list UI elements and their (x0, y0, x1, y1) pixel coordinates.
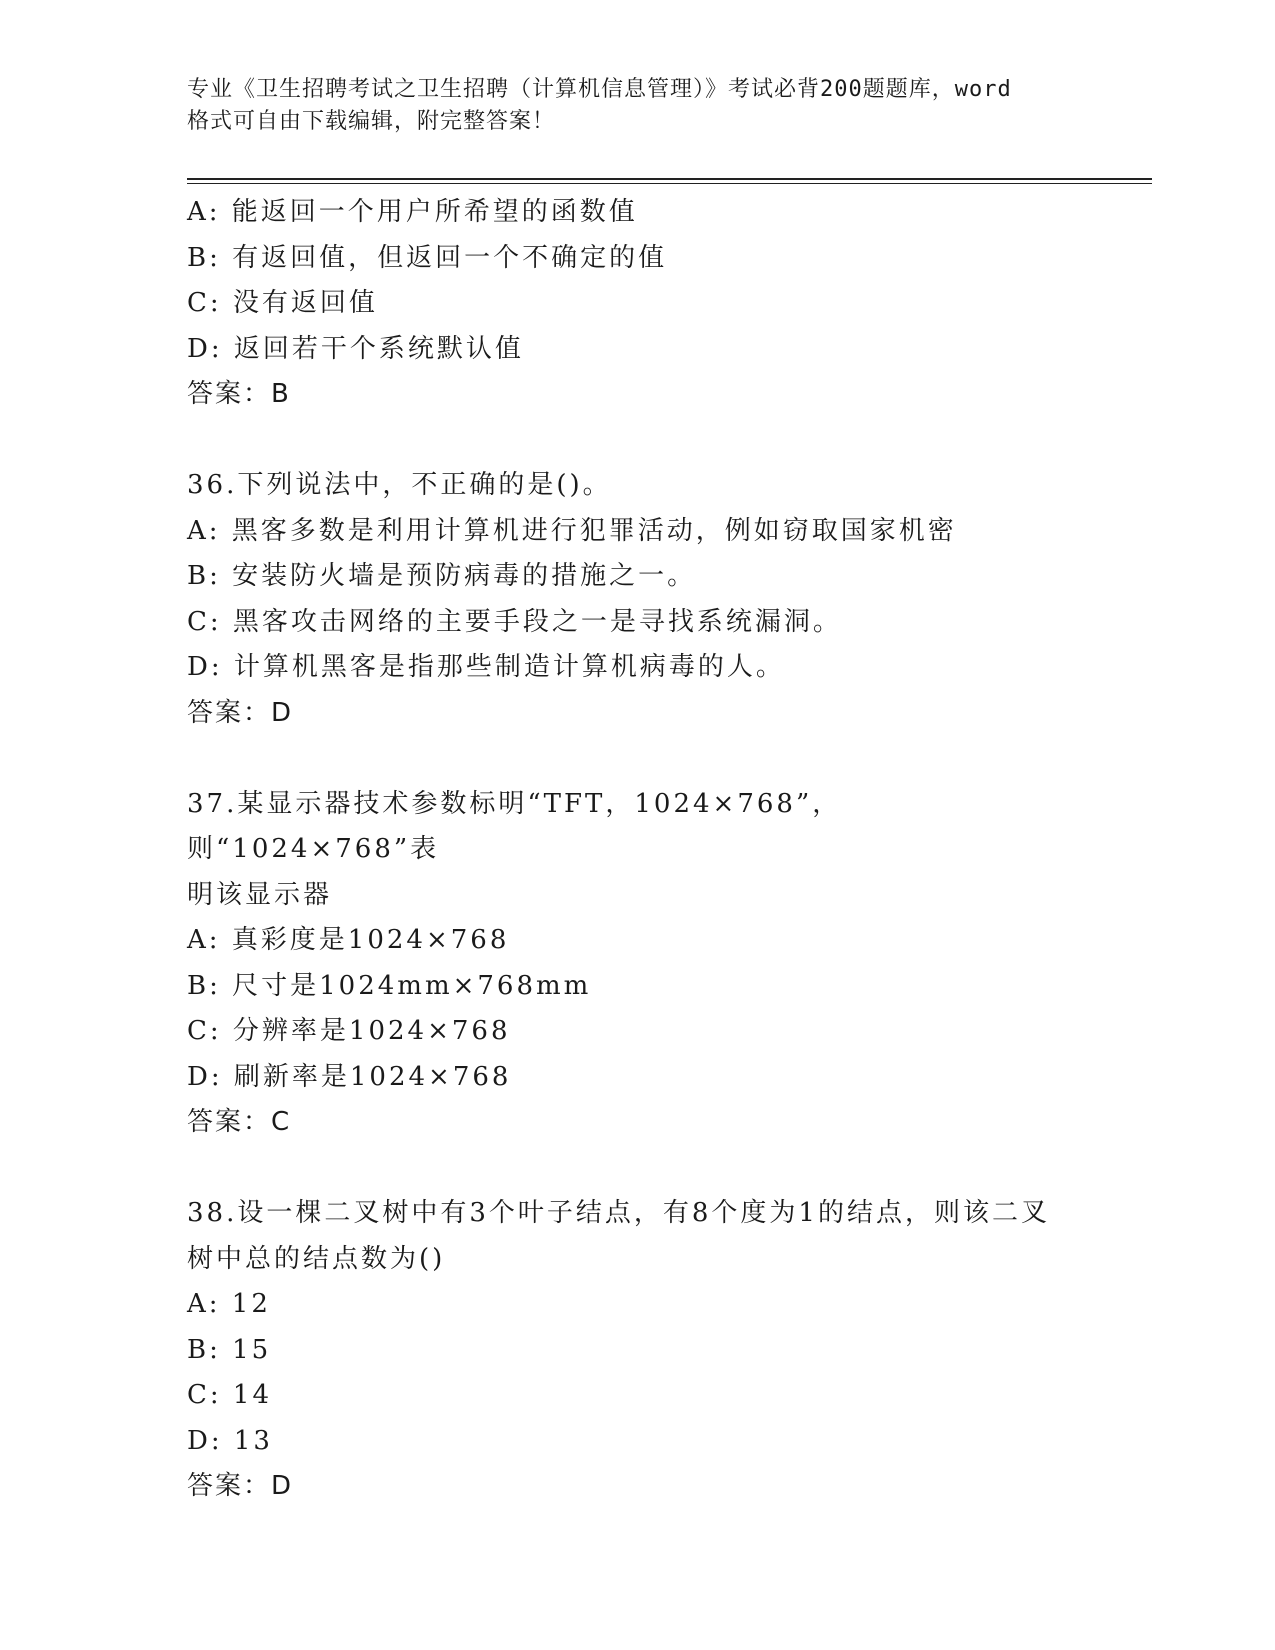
option-c: C: 分辨率是1024×768 (187, 1016, 511, 1046)
answer: 答案：B (187, 379, 291, 409)
option-c: C: 没有返回值 (187, 288, 378, 318)
question-text-line-1: 38.设一棵二叉树中有3个叶子结点，有8个度为1的结点，则该二叉 (187, 1198, 1050, 1228)
option-d: D: 返回若干个系统默认值 (187, 333, 524, 364)
option-d: D: 刷新率是1024×768 (187, 1061, 512, 1092)
question-36 (187, 463, 1067, 736)
question-text-line-2: 树中总的结点数为() (187, 1243, 446, 1274)
option-b: B: 15 (187, 1334, 272, 1365)
document-header (187, 74, 1087, 138)
option-b: B: 尺寸是1024mm×768mm (187, 970, 592, 1001)
question-38 (187, 1191, 1067, 1510)
option-b: B: 安装防火墙是预防病毒的措施之一。 (187, 561, 697, 591)
question-35 (187, 190, 1067, 418)
option-a: A: 黑客多数是利用计算机进行犯罪活动，例如窃取国家机密 (187, 515, 957, 546)
option-d: D: 13 (187, 1425, 273, 1456)
question-text-line-2: 明该显示器 (187, 879, 333, 910)
question-text-line-1: 37.某显示器技术参数标明“TFT，1024×768”，则“1024×768”表 (187, 788, 842, 864)
question-text: 36.下列说法中，不正确的是()。 (187, 470, 612, 500)
header-line-2: 格式可自由下载编辑，附完整答案！ (187, 109, 556, 134)
question-list (187, 190, 1067, 1510)
option-a: A: 真彩度是1024×768 (187, 925, 510, 955)
option-d: D: 计算机黑客是指那些制造计算机病毒的人。 (187, 652, 785, 682)
option-a: A: 12 (187, 1289, 271, 1319)
option-c: C: 14 (187, 1380, 273, 1410)
answer: 答案：C (187, 1107, 292, 1137)
header-line-1: 专业《卫生招聘考试之卫生招聘（计算机信息管理）》考试必背200题题库，word (187, 77, 1012, 102)
answer: 答案：D (187, 697, 294, 728)
question-37 (187, 782, 1067, 1146)
header-divider-thin (187, 183, 1152, 184)
answer: 答案：D (187, 1471, 294, 1501)
header-divider-thick (187, 178, 1152, 180)
option-b: B: 有返回值，但返回一个不确定的值 (187, 242, 668, 273)
option-c: C: 黑客攻击网络的主要手段之一是寻找系统漏洞。 (187, 606, 842, 637)
option-a: A: 能返回一个用户所希望的函数值 (187, 197, 638, 227)
